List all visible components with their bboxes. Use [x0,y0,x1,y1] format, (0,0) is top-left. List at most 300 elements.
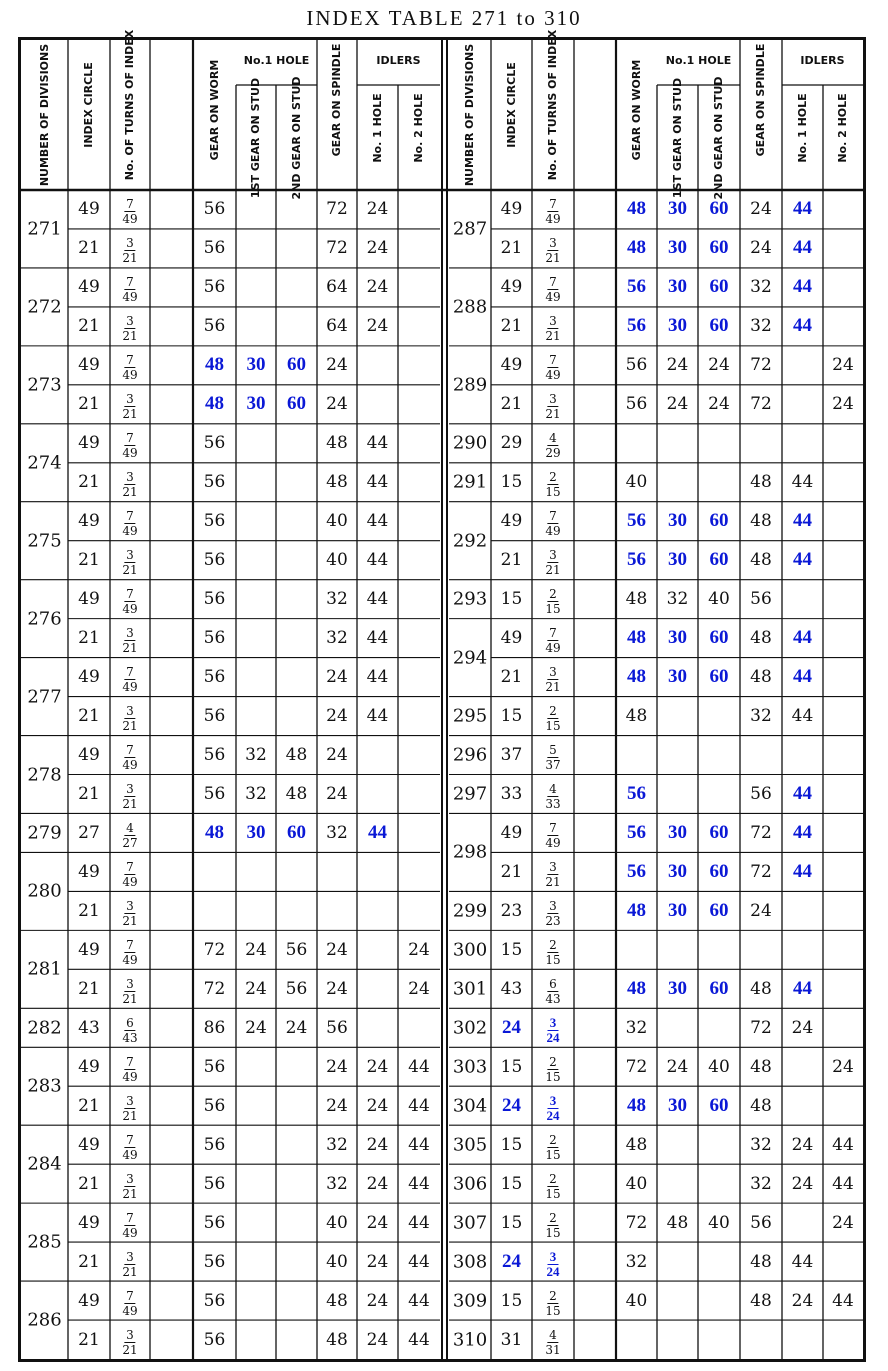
gear-on-worm-value: 56 [203,1329,226,1350]
gear-on-spindle-value: 40 [326,1251,348,1272]
turns-fraction: $\frac{3}{21}$ [545,548,561,578]
index-circle-value: 21 [500,550,523,571]
turns-fraction: $\frac{2}{15}$ [545,470,561,500]
header-index-circle: INDEX CIRCLE [82,62,95,148]
index-circle-value: 49 [500,199,523,220]
gear-on-worm-value: 56 [203,1251,226,1272]
first-stud-gear-value: 32 [245,783,267,804]
index-circle-value: 21 [78,628,100,649]
division-number: 300 [452,939,488,961]
division-number: 302 [452,1017,488,1039]
idler-no2-value: 44 [408,1056,430,1077]
turns-fraction: $\frac{7}{49}$ [122,1288,138,1318]
first-stud-gear-value: 30 [668,977,687,999]
gear-on-worm-value: 56 [627,860,646,882]
index-circle-value: 15 [500,1056,523,1077]
gear-on-worm-value: 40 [625,1290,648,1311]
idler-no1-value: 24 [366,1134,389,1155]
division-number: 281 [27,958,62,980]
turns-fraction: $\frac{6}{43}$ [122,1015,138,1045]
index-circle-value: 49 [78,745,100,766]
index-circle-value: 24 [502,1016,521,1038]
turns-fraction: $\frac{7}{49}$ [545,820,561,850]
index-circle-value: 24 [502,1094,521,1116]
gear-on-worm-value: 56 [203,316,226,337]
idler-no1-value: 24 [791,1290,814,1311]
idler-no1-value: 44 [793,627,812,649]
turns-fraction: $\frac{7}{49}$ [122,1054,138,1084]
gear-on-worm-value: 56 [203,238,226,259]
gear-on-worm-value: 86 [203,1017,226,1038]
turns-fraction: $\frac{3}{21}$ [122,898,138,928]
division-number: 280 [27,880,62,902]
first-stud-gear-value: 30 [668,510,687,532]
idler-no1-value: 24 [366,277,389,298]
index-circle-value: 21 [500,861,523,882]
gear-on-worm-value: 48 [205,354,224,376]
gear-on-spindle-value: 24 [326,355,348,376]
division-number: 288 [452,296,488,318]
gear-on-worm-value: 48 [627,237,646,259]
division-number: 287 [452,218,488,240]
idler-no2-value: 24 [408,939,430,960]
gear-on-worm-value: 48 [627,1094,646,1116]
division-number: 286 [27,1309,62,1331]
gear-on-worm-value: 72 [625,1056,648,1077]
gear-on-spindle-value: 56 [750,783,772,804]
second-stud-gear-value: 60 [709,899,729,921]
index-circle-value: 21 [500,394,523,415]
header-turns-of-index: No. OF TURNS OF INDEX [546,29,559,181]
gear-on-spindle-value: 56 [750,1212,772,1233]
index-circle-value: 49 [500,511,523,532]
turns-fraction: $\frac{3}{21}$ [122,1093,138,1123]
turns-fraction: $\frac{3}{21}$ [122,781,138,811]
division-number: 299 [452,900,488,922]
gear-on-spindle-value: 32 [750,1173,772,1194]
index-circle-value: 29 [500,433,523,454]
gear-on-spindle-value: 40 [326,550,348,571]
gear-on-worm-value: 56 [203,433,226,454]
idler-no1-value: 44 [793,276,812,298]
first-stud-gear-value: 24 [666,355,689,376]
second-stud-gear-value: 40 [708,1056,730,1077]
gear-on-spindle-value: 48 [750,667,772,688]
division-number: 272 [27,296,62,318]
gear-on-worm-value: 48 [205,821,224,843]
idler-no1-value: 24 [366,1212,389,1233]
index-circle-value: 21 [78,1251,100,1272]
header-gear-on-worm: GEAR ON WORM [207,59,221,161]
turns-fraction: $\frac{7}{49}$ [122,1132,138,1162]
first-stud-gear-value: 30 [668,315,687,337]
gear-on-worm-value: 56 [203,745,226,766]
table-frame [18,37,866,1362]
header-second-gear-on-stud: 2ND GEAR ON STUD [712,75,725,200]
idler-no2-value: 24 [832,355,854,376]
idler-no1-value: 44 [793,510,812,532]
turns-fraction: $\frac{2}{15}$ [545,1210,561,1240]
first-stud-gear-value: 30 [668,237,687,259]
idler-no1-value: 44 [793,666,812,688]
index-circle-value: 15 [500,1134,523,1155]
gear-on-spindle-value: 64 [326,277,348,298]
gear-on-spindle-value: 32 [750,316,772,337]
turns-fraction: $\frac{3}{21}$ [122,470,138,500]
index-circle-value: 15 [500,1173,523,1194]
turns-fraction: $\frac{2}{15}$ [545,1288,561,1318]
division-number: 285 [27,1231,62,1253]
header-gear-on-spindle: GEAR ON SPINDLE [330,43,343,157]
index-circle-value: 43 [78,1017,100,1038]
idler-no1-value: 24 [366,316,389,337]
gear-on-spindle-value: 48 [750,1095,772,1116]
header-number-of-divisions: NUMBER OF DIVISIONS [463,43,476,187]
first-stud-gear-value: 30 [668,198,687,220]
division-number: 310 [452,1329,488,1351]
index-circle-value: 15 [500,1290,523,1311]
turns-fraction: $\frac{2}{15}$ [545,1132,561,1162]
turns-fraction: $\frac{3}{21}$ [545,665,561,695]
second-stud-gear-value: 60 [709,821,729,843]
gear-on-spindle-value: 56 [750,589,772,610]
turns-fraction: $\frac{3}{24}$ [546,1248,560,1279]
gear-on-spindle-value: 24 [326,978,348,999]
gear-on-worm-value: 56 [203,550,226,571]
idler-no1-value: 44 [793,977,812,999]
gear-on-worm-value: 48 [625,1134,648,1155]
idler-no1-value: 44 [793,860,812,882]
turns-fraction: $\frac{3}{21}$ [545,236,561,266]
header-first-gear-on-stud: 1ST GEAR ON STUD [670,77,684,198]
second-stud-gear-value: 48 [285,745,308,766]
gear-on-worm-value: 40 [625,1173,648,1194]
first-stud-gear-value: 48 [666,1212,689,1233]
second-stud-gear-value: 60 [709,198,729,220]
gear-on-worm-value: 56 [203,628,226,649]
first-stud-gear-value: 30 [668,627,687,649]
gear-on-worm-value: 56 [203,1134,226,1155]
idler-no1-value: 44 [791,1251,814,1272]
gear-on-worm-value: 56 [625,355,648,376]
header-idler-no2-hole: No. 2 HOLE [412,92,425,163]
division-number: 304 [452,1095,488,1117]
gear-on-spindle-value: 32 [326,1134,348,1155]
gear-on-spindle-value: 56 [326,1017,348,1038]
gear-on-spindle-value: 24 [326,1056,348,1077]
turns-fraction: $\frac{3}{24}$ [546,1014,560,1045]
idler-no1-value: 44 [366,433,389,454]
turns-fraction: $\frac{7}{49}$ [545,353,561,383]
turns-fraction: $\frac{7}{49}$ [122,509,138,539]
division-number: 294 [452,647,488,669]
idler-no2-value: 44 [408,1134,430,1155]
idler-no2-value: 24 [832,1056,854,1077]
gear-on-worm-value: 56 [203,589,226,610]
second-stud-gear-value: 60 [709,549,729,571]
gear-on-spindle-value: 48 [750,472,772,493]
header-no1-hole: No.1 HOLE [243,53,310,67]
idler-no1-value: 44 [793,237,812,259]
division-number: 305 [452,1134,488,1156]
gear-on-worm-value: 72 [203,978,226,999]
index-circle-value: 49 [78,939,100,960]
first-stud-gear-value: 24 [245,1017,267,1038]
idler-no1-value: 24 [366,1290,389,1311]
index-circle-value: 37 [500,745,523,766]
header-turns-of-index: No. OF TURNS OF INDEX [123,29,136,181]
gear-on-worm-value: 56 [203,1173,226,1194]
gear-on-spindle-value: 48 [750,1290,772,1311]
idler-no1-value: 44 [366,667,389,688]
division-number: 295 [452,705,488,727]
index-circle-value: 49 [500,355,523,376]
gear-on-spindle-value: 48 [326,433,348,454]
gear-on-worm-value: 48 [205,393,224,415]
second-stud-gear-value: 60 [287,821,306,843]
gear-on-worm-value: 32 [625,1251,648,1272]
gear-on-worm-value: 48 [625,706,648,727]
idler-no1-value: 44 [793,198,812,220]
turns-fraction: $\frac{7}{49}$ [122,743,138,773]
index-circle-value: 21 [78,783,100,804]
first-stud-gear-value: 30 [668,276,687,298]
index-circle-value: 15 [500,939,523,960]
turns-fraction: $\frac{2}{15}$ [545,704,561,734]
first-stud-gear-value: 24 [245,978,267,999]
index-circle-value: 33 [500,783,523,804]
idler-no1-value: 24 [366,1056,389,1077]
header-idler-no1-hole: No. 1 HOLE [795,92,809,163]
first-stud-gear-value: 30 [668,899,687,921]
gear-on-worm-value: 56 [203,511,226,532]
idler-no2-value: 24 [832,394,854,415]
gear-on-spindle-value: 48 [750,978,772,999]
second-stud-gear-value: 60 [709,860,729,882]
gear-on-spindle-value: 32 [326,822,348,843]
turns-fraction: $\frac{2}{15}$ [545,587,561,617]
second-stud-gear-value: 40 [708,1212,730,1233]
division-number: 307 [452,1212,488,1234]
turns-fraction: $\frac{3}{21}$ [545,392,561,422]
gear-on-spindle-value: 32 [750,277,772,298]
division-number: 273 [27,374,62,396]
division-number: 290 [452,432,488,454]
gear-on-spindle-value: 24 [326,706,348,727]
index-circle-value: 15 [500,1212,523,1233]
gear-on-worm-value: 32 [625,1017,648,1038]
gear-on-worm-value: 56 [627,315,646,337]
second-stud-gear-value: 24 [708,394,730,415]
turns-fraction: $\frac{2}{15}$ [545,1054,561,1084]
gear-on-worm-value: 48 [627,627,646,649]
idler-no2-value: 44 [832,1290,854,1311]
header-second-gear-on-stud: 2ND GEAR ON STUD [289,75,303,200]
index-circle-value: 21 [78,1329,100,1350]
division-number: 283 [27,1075,62,1097]
gear-on-spindle-value: 32 [326,1173,348,1194]
division-number: 292 [452,530,488,552]
gear-on-worm-value: 56 [203,1056,226,1077]
gear-on-worm-value: 56 [627,510,646,532]
turns-fraction: $\frac{4}{27}$ [122,820,138,850]
gear-on-spindle-value: 48 [750,1056,772,1077]
idler-no1-value: 44 [793,821,812,843]
idler-no1-value: 44 [793,782,812,804]
index-circle-value: 49 [78,511,100,532]
header-idler-no1-hole: No. 1 HOLE [370,92,384,163]
second-stud-gear-value: 60 [287,393,306,415]
gear-on-worm-value: 56 [203,783,226,804]
idler-no2-value: 44 [408,1290,430,1311]
first-stud-gear-value: 30 [668,549,687,571]
index-circle-value: 21 [78,1173,100,1194]
second-stud-gear-value: 48 [285,783,308,804]
gear-on-spindle-value: 48 [750,550,772,571]
division-number: 298 [452,841,488,863]
header-gear-on-worm: GEAR ON WORM [629,59,643,161]
header-number-of-divisions: NUMBER OF DIVISIONS [37,43,51,187]
index-circle-value: 15 [500,472,523,493]
turns-fraction: $\frac{3}{23}$ [545,898,561,928]
turns-fraction: $\frac{4}{31}$ [545,1327,561,1357]
index-circle-value: 31 [500,1329,523,1350]
gear-on-worm-value: 56 [203,1212,226,1233]
gear-on-worm-value: 56 [627,549,646,571]
idler-no1-value: 24 [791,1017,814,1038]
idler-no2-value: 24 [408,978,430,999]
division-number: 275 [27,530,62,552]
division-number: 303 [452,1056,488,1078]
gear-on-spindle-value: 48 [750,1251,772,1272]
index-circle-value: 21 [78,900,100,921]
division-number: 278 [27,764,62,785]
turns-fraction: $\frac{7}{49}$ [122,587,138,617]
second-stud-gear-value: 56 [285,939,308,960]
second-stud-gear-value: 56 [285,978,308,999]
gear-on-spindle-value: 72 [750,355,772,376]
index-circle-value: 21 [78,1095,100,1116]
index-circle-value: 49 [500,822,523,843]
first-stud-gear-value: 24 [666,394,689,415]
turns-fraction: $\frac{7}{49}$ [122,275,138,305]
first-stud-gear-value: 30 [668,666,687,688]
first-stud-gear-value: 30 [246,821,266,843]
turns-fraction: $\frac{3}{21}$ [122,548,138,578]
gear-on-worm-value: 48 [627,666,646,688]
turns-fraction: $\frac{7}{49}$ [122,937,138,967]
index-circle-value: 21 [500,316,523,337]
index-circle-value: 23 [500,900,523,921]
turns-fraction: $\frac{2}{15}$ [545,937,561,967]
index-circle-value: 49 [78,355,100,376]
index-circle-value: 15 [500,706,523,727]
gear-on-worm-value: 56 [627,782,646,804]
turns-fraction: $\frac{3}{21}$ [122,392,138,422]
gear-on-spindle-value: 32 [750,706,772,727]
gear-on-spindle-value: 32 [750,1134,772,1155]
gear-on-spindle-value: 48 [326,472,348,493]
gear-on-spindle-value: 72 [750,861,772,882]
turns-fraction: $\frac{2}{15}$ [545,1171,561,1201]
index-circle-value: 43 [500,978,523,999]
first-stud-gear-value: 32 [245,745,267,766]
second-stud-gear-value: 60 [709,510,729,532]
idler-no1-value: 44 [793,315,812,337]
turns-fraction: $\frac{3}{21}$ [122,976,138,1006]
turns-fraction: $\frac{7}{49}$ [122,665,138,695]
idler-no2-value: 24 [832,1212,854,1233]
idler-no2-value: 44 [408,1251,430,1272]
division-number: 296 [452,744,488,766]
index-circle-value: 49 [78,433,100,454]
index-circle-value: 21 [78,238,100,259]
second-stud-gear-value: 60 [709,627,729,649]
index-circle-value: 49 [78,1290,100,1311]
gear-on-spindle-value: 32 [326,628,348,649]
turns-fraction: $\frac{3}{21}$ [545,314,561,344]
idler-no2-value: 44 [408,1173,430,1194]
division-number: 301 [452,978,488,1000]
index-circle-value: 21 [78,550,100,571]
header-idler-no2-hole: No. 2 HOLE [836,92,849,163]
idler-no1-value: 44 [368,821,387,843]
index-circle-value: 49 [78,1056,100,1077]
first-stud-gear-value: 32 [666,589,689,610]
index-circle-value: 49 [78,199,100,220]
gear-on-worm-value: 56 [627,276,646,298]
gear-on-spindle-value: 64 [326,316,348,337]
division-number: 282 [27,1017,62,1039]
turns-fraction: $\frac{3}{21}$ [122,1249,138,1279]
idler-no1-value: 24 [366,1173,389,1194]
gear-on-spindle-value: 24 [326,939,348,960]
index-circle-value: 49 [78,589,100,610]
page-title: INDEX TABLE 271 to 310 [306,6,582,30]
gear-on-spindle-value: 72 [750,394,772,415]
index-circle-value: 49 [500,277,523,298]
turns-fraction: $\frac{4}{29}$ [545,431,561,461]
idler-no1-value: 44 [366,511,389,532]
gear-on-spindle-value: 24 [326,667,348,688]
division-number: 284 [27,1153,62,1175]
turns-fraction: $\frac{3}{21}$ [122,1171,138,1201]
idler-no1-value: 24 [366,1329,389,1350]
turns-fraction: $\frac{3}{21}$ [122,314,138,344]
idler-no1-value: 24 [791,1173,814,1194]
idler-no1-value: 44 [366,706,389,727]
division-number: 274 [27,452,62,474]
index-circle-value: 21 [78,706,100,727]
idler-no2-value: 44 [408,1095,430,1116]
index-circle-value: 49 [78,277,100,298]
gear-on-worm-value: 56 [203,667,226,688]
turns-fraction: $\frac{5}{37}$ [545,743,561,773]
division-number: 277 [27,686,62,708]
gear-on-worm-value: 56 [625,394,648,415]
gear-on-spindle-value: 24 [326,1095,348,1116]
gear-on-worm-value: 56 [203,706,226,727]
header-idlers: IDLERS [376,53,421,67]
turns-fraction: $\frac{6}{43}$ [545,976,561,1006]
gear-on-spindle-value: 48 [326,1329,348,1350]
gear-on-spindle-value: 72 [750,1017,772,1038]
gear-on-worm-value: 56 [203,277,226,298]
division-number: 279 [27,822,62,844]
index-circle-value: 49 [500,628,523,649]
header-gear-on-spindle: GEAR ON SPINDLE [754,43,767,157]
header-index-circle: INDEX CIRCLE [504,62,518,148]
